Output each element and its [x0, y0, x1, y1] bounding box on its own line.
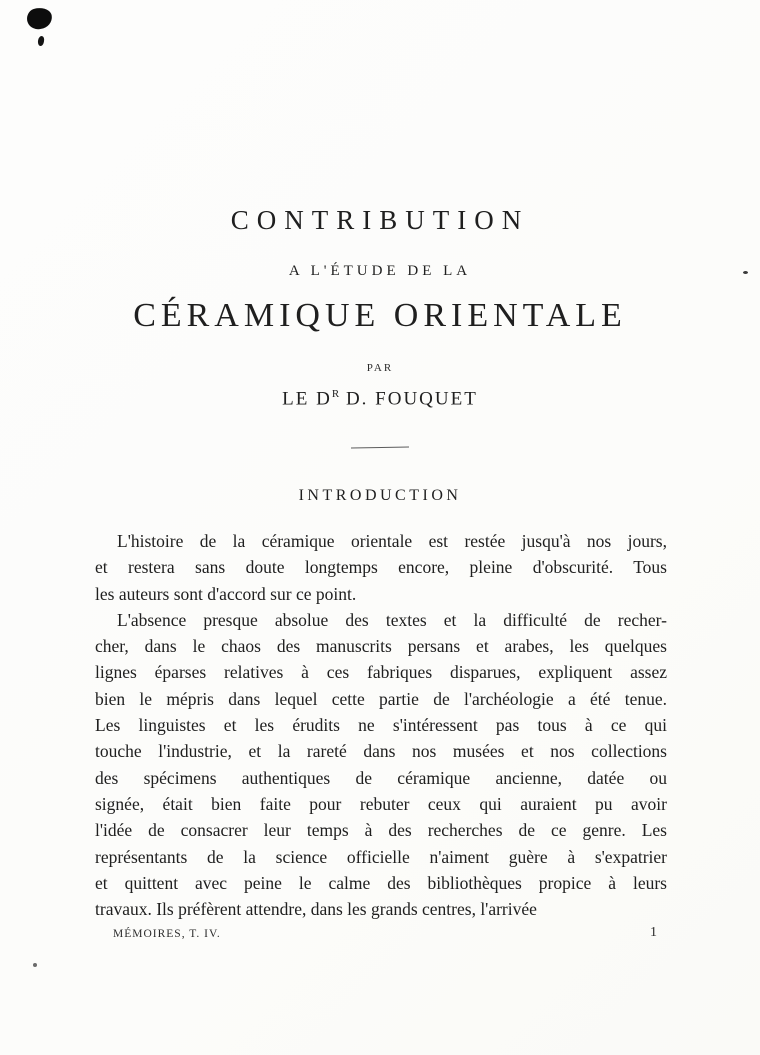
author-name-superscript: R — [331, 388, 340, 400]
paragraph — [95, 528, 667, 607]
text-line: L'histoire de la céramique orientale est restée jusqu'à nos jours, — [117, 531, 667, 551]
text-line: l'idée de consacrer leur temps à des recherches de ce genre. Les — [95, 820, 667, 841]
scan-artifact-dot-bottom-left — [33, 963, 37, 967]
scan-artifact-speck — [37, 35, 45, 46]
byline-prefix: PAR — [366, 362, 394, 374]
body-text — [95, 528, 667, 922]
paragraph — [95, 607, 667, 923]
text-line: L'absence presque absolue des textes et la difficulté de recher- — [117, 609, 667, 630]
text-line: touche l'industrie, et la rareté dans nos musées et nos collections — [95, 741, 667, 762]
author-name-pre: LE D — [282, 388, 332, 410]
text-line: représentants de la science officielle n'aiment guère à s'expatrier — [95, 846, 667, 867]
section-heading: INTRODUCTION — [298, 487, 462, 504]
text-line: et restera sans doute longtemps encore, pleine d'obscurité. Tous — [95, 557, 667, 578]
text-line: des spécimens authentiques de céramique ancienne, datée ou — [95, 767, 667, 788]
text-line: cher, dans le chaos des manuscrits persans et arabes, les quelques — [95, 636, 667, 657]
text-line: lignes éparses relatives à ces fabriques disparues, expliquent assez — [95, 662, 667, 683]
author-name — [0, 388, 760, 410]
ornamental-rule — [351, 446, 409, 448]
book-title-secondary: CÉRAMIQUE ORIENTALE — [133, 297, 627, 334]
running-title: MÉMOIRES, T. IV. — [113, 928, 221, 940]
text-line: bien le mépris dans lequel cette partie de l'archéologie a été tenue. — [95, 688, 667, 709]
text-line: et quittent avec peine le calme des bibliothèques propice à leurs — [95, 872, 667, 893]
text-line: Les linguistes et les érudits ne s'intéressent pas tous à ce qui — [95, 715, 667, 736]
book-subtitle: A L'ÉTUDE DE LA — [288, 263, 472, 279]
text-line: travaux. Ils préfèrent attendre, dans les grands centres, l'arrivée — [95, 899, 537, 920]
text-line: signée, était bien faite pour rebuter ceux qui auraient pu avoir — [95, 793, 667, 814]
book-title: CONTRIBUTION — [230, 205, 530, 235]
scan-artifact-blob — [26, 6, 54, 30]
text-line: les auteurs sont d'accord sur ce point. — [95, 583, 357, 604]
author-name-post: D. FOUQUET — [339, 388, 478, 410]
page-number: 1 — [650, 925, 657, 940]
page-footer — [95, 925, 667, 945]
